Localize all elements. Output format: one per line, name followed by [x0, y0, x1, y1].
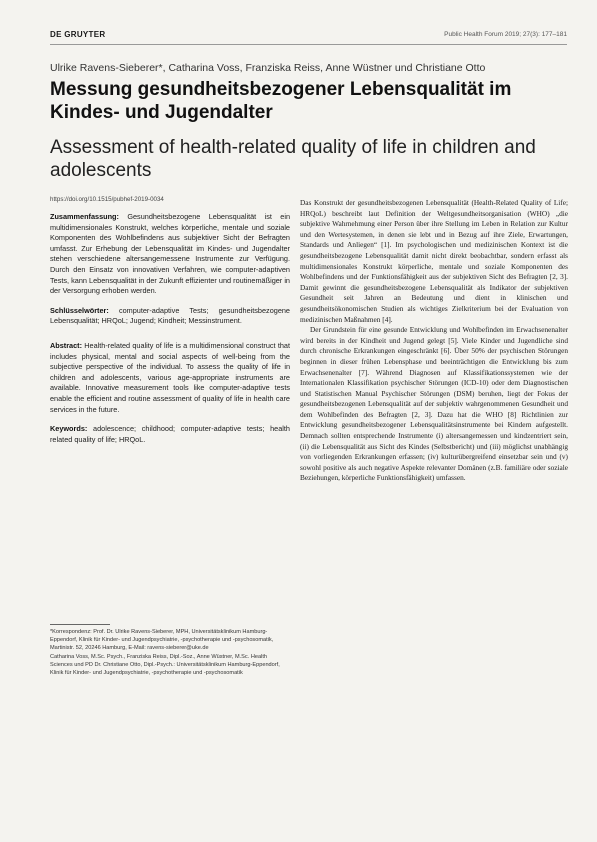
- running-header: [50, 30, 567, 42]
- abstract-german-label: Zusammenfassung:: [50, 212, 119, 221]
- abstract-column: [50, 212, 290, 454]
- abstract-english-label: Abstract:: [50, 340, 83, 350]
- header-rule: [50, 44, 567, 45]
- abstract-german-text: Gesundheitsbezogene Lebensqualität ist ein multidimensionales Konstrukt, welches körperliche, mentale und soziale Komponenten des Wohlbefindens aus subjektiver Sicht der Befragten umfasst. Zur Erhebung der Lebensqualität im Kindes- und Jugendalter stehen verschiedene altersangemessene Instrumente zur Verfügung. Durch den Einsatz von innovativen Verfahren, wie computer-adaptiven Tests, kann Lebensqualität in der Zukunft effizienter und routinemäßiger in der Versorgung erhoben werden.: [50, 212, 290, 296]
- body-paragraph: Das Konstrukt der gesundheitsbezogenen Lebensqualität (Health-Related Quality of Life; HRQoL) beschreibt laut Definition der Weltgesundheitsorganisation (WHO) „die subjektive Wahrnehmung einer Person über ihre Stellung im Leben in Relation zur Kultur und den Wertesystemen, in denen sie lebt und in Bezug auf ihre Ziele, Erwartungen, Standards und Anliegen“ [1]. Im psychologischen und medizinischen Kontext ist die gesundheitsbezogene Lebensqualität damit nicht direkt beobachtbar, sondern erfasst als multidimensionales Konstrukt körperliche, mentale und soziale Komponenten des Wohlbefindens und der Funktionsfähigkeit aus der subjektiven Sicht des Befragten [2, 3]. Damit gewinnt die gesundheitsbezogene Lebensqualität als Indikator der subjektiven Gesundheit seit Jahren an Bedeutung und dient in klinischen und gesundheitsökonomischen Studien als wichtiges Zielkriterium bei der Evaluation von medizinischen Maßnahmen [4].: [300, 198, 568, 324]
- abstract-english: [50, 341, 290, 415]
- correspondence-author: *Korrespondenz: Prof. Dr. Ulrike Ravens-Sieberer, MPH, Universitätsklinikum Hamburg-Eppendorf, Klinik für Kinder- und Jugendpsychiatrie, -psychotherapie und -psychosomatik, Martinistr. 52, 20246 Hamburg, E-Mail: ravens-sieberer@uke.de: [50, 629, 274, 652]
- author-list: Ulrike Ravens-Sieberer*, Catharina Voss, Franziska Reiss, Anne Wüstner und Christiane Otto: [50, 62, 486, 74]
- keywords-english: [50, 424, 290, 445]
- keywords-german-label: Schlüsselwörter:: [50, 305, 109, 315]
- keywords-german-text: computer-adaptive Tests; gesundheitsbezogene Lebensqualität; HRQoL; Jugend; Kindheit; Messinstrument.: [50, 305, 290, 326]
- keywords-english-label: Keywords:: [50, 424, 88, 434]
- coauthor-affiliations: Catharina Voss, M.Sc. Psych., Franziska Reiss, Dipl.-Soz., Anne Wüstner, M.Sc. Health Sciences und PD Dr. Christiane Otto, Dipl.-Psych.: Universitätsklinikum Hamburg-Eppendorf, Klinik für Kinder- und Jugendpsychiatrie, -psychotherapie und -psychosomatik: [50, 653, 280, 677]
- doi-link[interactable]: https://doi.org/10.1515/pubhef-2019-0034: [50, 196, 164, 203]
- body-column: [300, 198, 568, 484]
- title-english: Assessment of health-related quality of life in children and adolescents: [50, 137, 536, 181]
- body-paragraph: Der Grundstein für eine gesunde Entwicklung und Wohlbefinden im Erwachsenenalter wird bereits in der Kindheit und Jugend gelegt [5]. Viele Kinder und Jugendliche sind durch chronische Erkrankungen eingeschränkt [6]. Über 50% der psychischen Störungen beginnen in dieser frühen Lebensphase und beeinträchtigen die Entwicklung bis zum Erwachsenenalter [7]. Während Diagnosen auf Klassifikationssystemen wie der Internationalen Klassifikation psychischer Störungen (ICD-10) oder dem Diagnostischen und Statistischen Manual Psychischer Störungen (DSM) beruhen, liegt der Fokus der gesundheitsbezogenen Lebensqualität auf der subjektiv wahrgenommenen Gesundheit und dem Wohlbefinden des Befragten [2, 3]. Dazu hat die WHO [8] Richtlinien zur Entwicklung gesundheitsbezogener Lebensqualitätsinstrumente bei Kindern aufgestellt. Demnach sollten entsprechende Instrumente (i) altersangemessen und kindzentriert sein, (ii) die Lebensqualität aus Sicht des Kindes (Selbstbericht) und (iii) möglichst unabhängig von vorliegenden Erkrankungen erfassen; (iv) kulturübergreifend einsetzbar sein und (v) sowohl positive als auch negative Aspekte relevanter Domänen (z.B. familiäre oder soziale Beziehungen, körperliche Funktionsfähigkeit) umfassen.: [300, 325, 568, 483]
- journal-citation: Public Health Forum 2019; 27(3): 177–181: [444, 31, 567, 38]
- keywords-german: [50, 306, 290, 327]
- correspondence-footnote: [50, 628, 290, 677]
- title-german: Messung gesundheitsbezogener Lebensqualität im Kindes- und Jugendalter: [50, 79, 512, 123]
- footnote-rule: [50, 624, 110, 625]
- keywords-english-text: adolescence; childhood; computer-adaptive tests; health related quality of life; HRQoL.: [50, 424, 290, 444]
- abstract-german: [50, 212, 290, 297]
- abstract-english-text: Health-related quality of life is a multidimensional construct that includes physical, mental and social aspects of well-being from the subjective perspective of the individual. To assess the quality of life in children and adolescents, various age-appropriate instruments are available. Innovative measurement tools like computer-adaptive tests enable the efficient and routine assessment of quality of life in health care services in the future.: [50, 340, 290, 414]
- publisher-name: DE GRUYTER: [50, 30, 106, 39]
